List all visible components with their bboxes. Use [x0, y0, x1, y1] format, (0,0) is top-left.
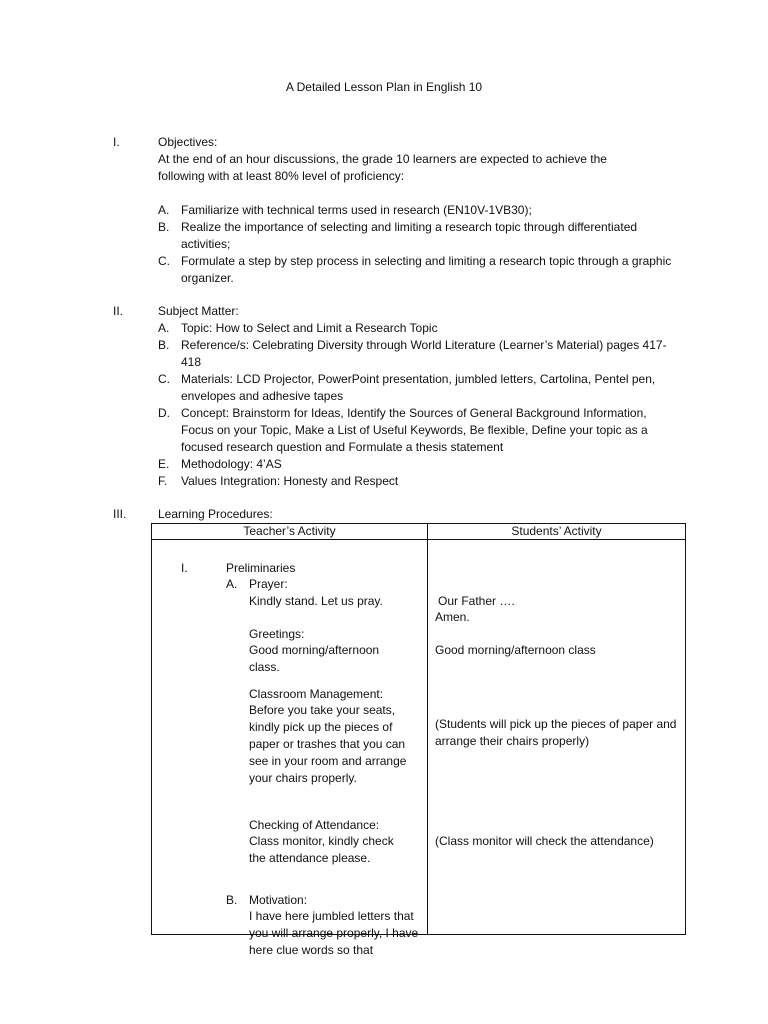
item-letter: A. — [226, 577, 238, 591]
column-header-students: Students’ Activity — [428, 524, 686, 540]
part-title: Preliminaries — [226, 561, 296, 575]
section-heading-subject-matter: Subject Matter: — [158, 304, 239, 318]
objectives-list — [158, 202, 673, 287]
motivation-text: I have here jumbled letters that you will arrange properly, I have here clue words so that — [249, 909, 419, 957]
subject-matter-list — [158, 320, 680, 490]
section-heading-objectives: Objectives: — [158, 135, 218, 149]
item-letter: B. — [226, 893, 238, 907]
list-item: A. Topic: How to Select and Limit a Research Topic — [158, 321, 438, 335]
list-item: E. Methodology: 4’AS — [158, 457, 282, 471]
learning-procedures-table — [151, 523, 686, 957]
list-item: B. Reference/s: Celebrating Diversity through World Literature (Learner’s Material) pages 417-418 — [158, 338, 667, 369]
students-prayer-line-2: Amen. — [435, 610, 470, 624]
list-item: C. Formulate a step by step process in selecting and limiting a research topic through a graphic organizer. — [158, 254, 672, 285]
prayer-text: Kindly stand. Let us pray. — [249, 594, 383, 608]
classroom-management-title: Classroom Management: — [249, 687, 384, 701]
list-item: F. Values Integration: Honesty and Respect — [158, 474, 399, 488]
classroom-management-text: Before you take your seats, kindly pick up the pieces of paper or trashes that you can see in your room and arrange your chairs properly. — [249, 703, 407, 785]
attendance-title: Checking of Attendance: — [249, 818, 380, 832]
section-number: I. — [113, 135, 120, 149]
section-heading-learning-procedures: Learning Procedures: — [158, 507, 273, 521]
objectives-intro: At the end of an hour discussions, the grade 10 learners are expected to achieve the following with at least 80% level of proficiency: — [158, 152, 607, 183]
section-number: III. — [113, 507, 127, 521]
prayer-title: Prayer: — [249, 577, 288, 591]
motivation-title: Motivation: — [249, 893, 308, 907]
students-attendance: (Class monitor will check the attendance) — [435, 834, 654, 848]
students-greetings: Good morning/afternoon class — [435, 643, 596, 657]
column-header-teacher: Teacher’s Activity — [152, 524, 428, 540]
section-number: II. — [113, 304, 124, 318]
greetings-text: Good morning/afternoon class. — [249, 643, 380, 674]
list-item: C. Materials: LCD Projector, PowerPoint presentation, jumbled letters, Cartolina, Pentel pen, envelopes and adhesive tapes — [158, 372, 656, 403]
students-classroom-management: (Students will pick up the pieces of paper and arrange their chairs properly) — [435, 717, 677, 748]
students-activity-cell — [428, 540, 686, 935]
students-prayer-line-1: Our Father …. — [438, 594, 515, 608]
list-item: B. Realize the importance of selecting and limiting a research topic through differentiated activities; — [158, 220, 638, 251]
teacher-activity-cell — [152, 540, 428, 957]
document-title: A Detailed Lesson Plan in English 10 — [285, 80, 483, 94]
attendance-text: Class monitor, kindly check the attendance please. — [249, 834, 394, 865]
greetings-title: Greetings: — [249, 627, 305, 641]
part-number: I. — [181, 561, 188, 575]
list-item: A. Familiarize with technical terms used in research (EN10V-1VB30); — [158, 203, 532, 217]
list-item: D. Concept: Brainstorm for Ideas, Identify the Sources of General Background Information, Focus on your Topic, Make a List of Useful Keywords, Be flexible, Define your topic as a focused research question and Formulate a thesis statement — [158, 406, 648, 454]
